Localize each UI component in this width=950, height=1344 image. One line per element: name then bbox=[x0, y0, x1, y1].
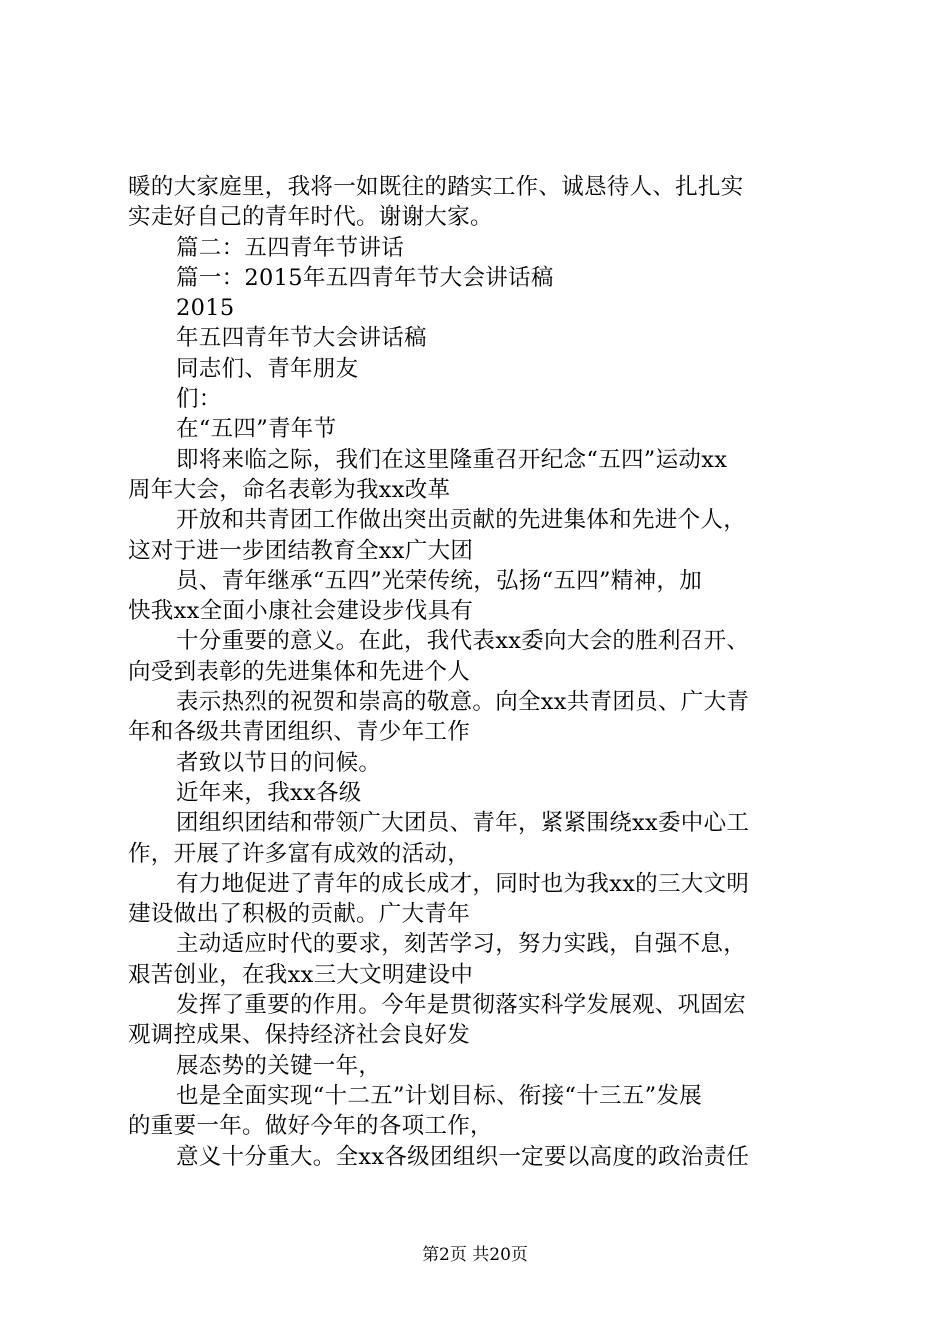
text-line: 即将来临之际，我们在这里隆重召开纪念“五四”运动xx bbox=[176, 446, 728, 473]
text-line: 意义十分重大。全xx各级团组织一定要以高度的政治责任 bbox=[176, 1143, 750, 1170]
text-line: 十分重要的意义。在此，我代表xx委向大会的胜利召开、 bbox=[176, 628, 750, 655]
text-line: 在“五四”青年节 bbox=[176, 416, 337, 443]
text-line: 的重要一年。做好今年的各项工作， bbox=[128, 1113, 493, 1140]
text-line: 作，开展了许多富有成效的活动， bbox=[128, 840, 471, 867]
text-line: 开放和共青团工作做出突出贡献的先进集体和先进个人， bbox=[176, 507, 747, 534]
text-line: 2015 bbox=[176, 295, 235, 322]
text-line: 团组织团结和带领广大团员、青年，紧紧围绕xx委中心工 bbox=[176, 810, 750, 837]
text-line: 周年大会，命名表彰为我xx改革 bbox=[128, 476, 451, 503]
text-line: 暖的大家庭里，我将一如既往的踏实工作、诚恳待人、扎扎实 bbox=[128, 174, 744, 200]
text-line: 篇一：2015年五四青年节大会讲话稿 bbox=[176, 264, 554, 291]
text-line: 篇二：五四青年节讲话 bbox=[176, 234, 405, 261]
page-footer: 第2页 共20页 bbox=[422, 1245, 528, 1265]
text-line: 有力地促进了青年的成长成才，同时也为我xx的三大文明 bbox=[176, 870, 750, 897]
text-line: 同志们、青年朋友 bbox=[176, 355, 359, 382]
document-body bbox=[128, 172, 838, 1172]
text-line: 实走好自己的青年时代。谢谢大家。 bbox=[128, 204, 493, 231]
text-line: 艰苦创业，在我xx三大文明建设中 bbox=[128, 961, 474, 988]
text-line: 展态势的关键一年， bbox=[176, 1052, 382, 1079]
text-line: 发挥了重要的作用。今年是贯彻落实科学发展观、巩固宏 bbox=[176, 992, 747, 1019]
text-line: 员、青年继承“五四”光荣传统，弘扬“五四”精神，加 bbox=[176, 567, 703, 594]
text-line: 们： bbox=[176, 386, 222, 413]
text-line: 快我xx全面小康社会建设步伐具有 bbox=[128, 598, 474, 625]
text-line: 者致以节日的问候。 bbox=[176, 749, 382, 776]
text-line: 年五四青年节大会讲话稿 bbox=[176, 325, 427, 352]
text-line: 观调控成果、保持经济社会良好发 bbox=[128, 1022, 471, 1049]
text-line: 表示热烈的祝贺和崇高的敬意。向全xx共青团员、广大青 bbox=[176, 689, 750, 716]
text-line: 建设做出了积极的贡献。广大青年 bbox=[128, 901, 471, 928]
text-line: 近年来，我xx各级 bbox=[176, 779, 362, 806]
text-line: 向受到表彰的先进集体和先进个人 bbox=[128, 658, 471, 685]
text-line: 也是全面实现“十二五”计划目标、衔接“十三五”发展 bbox=[176, 1082, 703, 1109]
text-line: 主动适应时代的要求，刻苦学习，努力实践，自强不息， bbox=[176, 931, 747, 958]
text-line: 这对于进一步团结教育全xx广大团 bbox=[128, 537, 474, 564]
text-line: 年和各级共青团组织、青少年工作 bbox=[128, 719, 471, 746]
